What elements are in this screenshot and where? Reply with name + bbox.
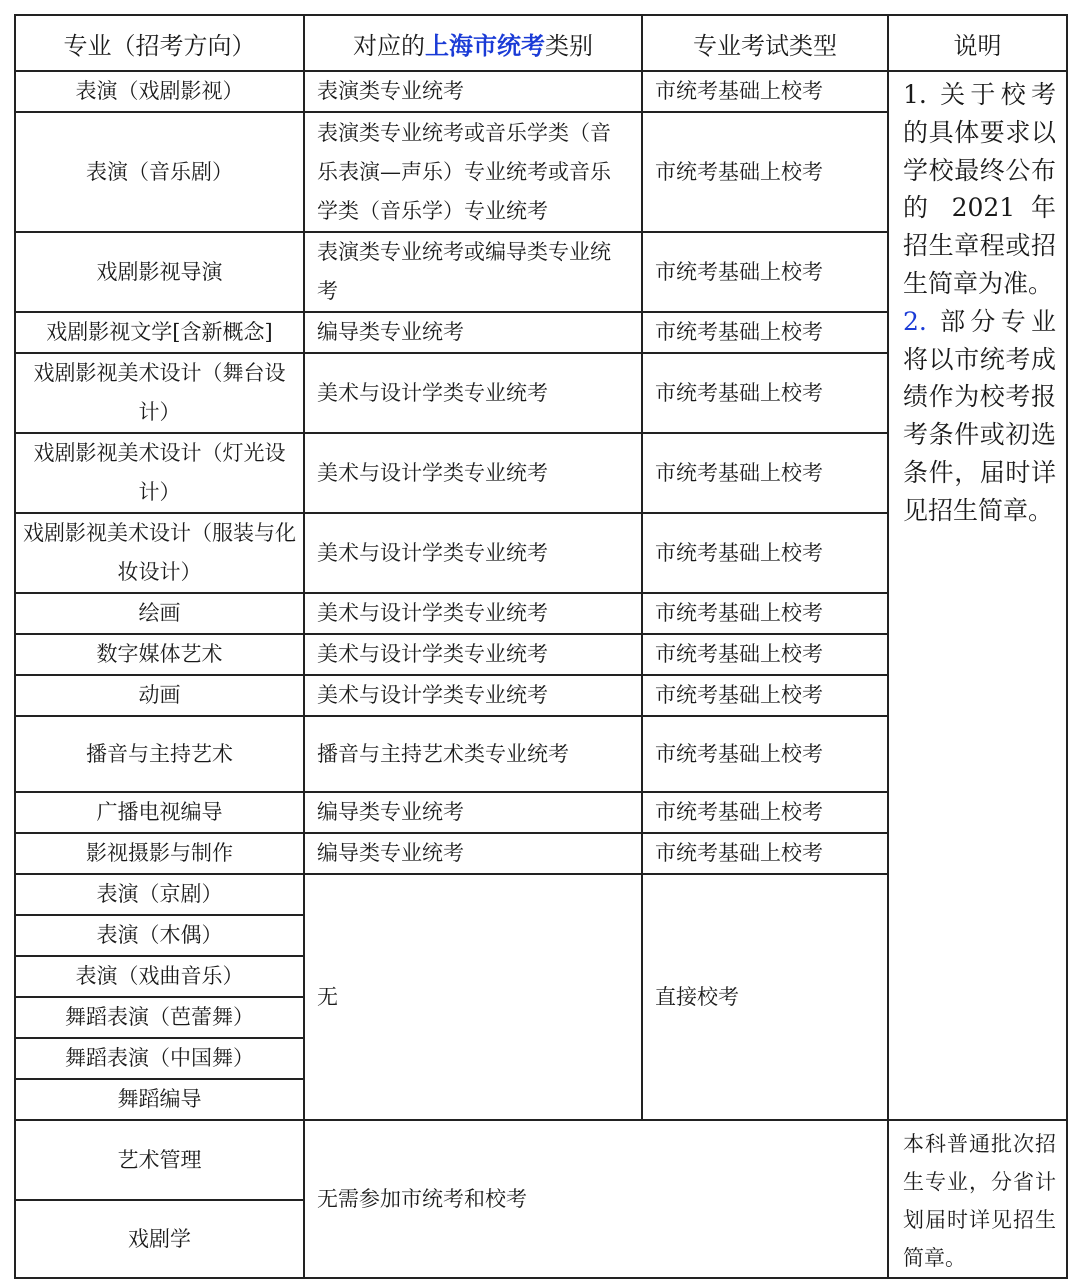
major-cell: 广播电视编导 (15, 792, 304, 833)
exam-cell-merged: 直接校考 (642, 874, 888, 1120)
category-cell: 美术与设计学类专业统考 (304, 433, 642, 513)
category-cell: 编导类专业统考 (304, 833, 642, 874)
major-cell: 表演（戏曲音乐） (15, 956, 304, 997)
exam-cell: 市统考基础上校考 (642, 716, 888, 792)
header-category-post: 类别 (545, 31, 593, 60)
exam-cell: 市统考基础上校考 (642, 634, 888, 675)
major-cell: 舞蹈表演（芭蕾舞） (15, 997, 304, 1038)
header-category-pre: 对应的 (353, 31, 425, 60)
exam-cell: 市统考基础上校考 (642, 433, 888, 513)
category-cell: 播音与主持艺术类专业统考 (304, 716, 642, 792)
exam-cell: 市统考基础上校考 (642, 593, 888, 634)
notes-cell-bottom: 本科普通批次招生专业，分省计划届时详见招生简章。 (888, 1120, 1067, 1278)
category-cell: 美术与设计学类专业统考 (304, 675, 642, 716)
major-cell: 艺术管理 (15, 1120, 304, 1200)
category-cell: 美术与设计学类专业统考 (304, 593, 642, 634)
note-1-number: 1. (903, 80, 927, 109)
major-cell: 绘画 (15, 593, 304, 634)
category-cell: 编导类专业统考 (304, 312, 642, 353)
major-cell: 戏剧学 (15, 1200, 304, 1278)
major-cell: 动画 (15, 675, 304, 716)
exam-cell: 市统考基础上校考 (642, 792, 888, 833)
category-cell: 表演类专业统考 (304, 71, 642, 112)
notes-cell (888, 71, 1067, 1120)
category-cell: 美术与设计学类专业统考 (304, 353, 642, 433)
exam-cell: 市统考基础上校考 (642, 312, 888, 353)
category-cell: 编导类专业统考 (304, 792, 642, 833)
category-cell: 表演类专业统考或编导类专业统考 (304, 232, 642, 312)
exam-cell: 市统考基础上校考 (642, 513, 888, 593)
admissions-table (14, 14, 1068, 1279)
exam-cell: 市统考基础上校考 (642, 833, 888, 874)
exam-cell: 市统考基础上校考 (642, 353, 888, 433)
table-row (15, 1120, 1067, 1200)
note-2-number: 2. (903, 306, 927, 336)
category-cell-merged: 无需参加市统考和校考 (304, 1120, 888, 1278)
major-cell: 播音与主持艺术 (15, 716, 304, 792)
exam-cell: 市统考基础上校考 (642, 112, 888, 232)
note-2-text: 部分专业将以市统考成绩作为校考报考条件或初选条件，届时详见招生简章。 (903, 306, 1056, 525)
header-major: 专业（招考方向） (15, 15, 304, 71)
header-exam-type: 专业考试类型 (642, 15, 888, 71)
major-cell: 戏剧影视文学[含新概念] (15, 312, 304, 353)
major-cell: 舞蹈表演（中国舞） (15, 1038, 304, 1079)
major-cell: 表演（木偶） (15, 915, 304, 956)
major-cell: 戏剧影视美术设计（灯光设计） (15, 433, 304, 513)
major-cell: 戏剧影视美术设计（舞台设计） (15, 353, 304, 433)
major-cell: 戏剧影视美术设计（服装与化妆设计） (15, 513, 304, 593)
major-cell: 舞蹈编导 (15, 1079, 304, 1120)
exam-cell: 市统考基础上校考 (642, 232, 888, 312)
category-cell: 表演类专业统考或音乐学类（音乐表演—声乐）专业统考或音乐学类（音乐学）专业统考 (304, 112, 642, 232)
header-notes: 说明 (888, 15, 1067, 71)
header-category-highlight: 上海市统考 (425, 30, 545, 60)
note-1-text: 关于校考的具体要求以学校最终公布的 2021 年招生章程或招生简章为准。 (903, 80, 1056, 298)
major-cell: 表演（戏剧影视） (15, 71, 304, 112)
category-cell-merged: 无 (304, 874, 642, 1120)
major-cell: 影视摄影与制作 (15, 833, 304, 874)
major-cell: 表演（京剧） (15, 874, 304, 915)
header-row (15, 15, 1067, 71)
category-cell: 美术与设计学类专业统考 (304, 634, 642, 675)
exam-cell: 市统考基础上校考 (642, 675, 888, 716)
table-row (15, 71, 1067, 112)
category-cell: 美术与设计学类专业统考 (304, 513, 642, 593)
major-cell: 戏剧影视导演 (15, 232, 304, 312)
major-cell: 表演（音乐剧） (15, 112, 304, 232)
header-category (304, 15, 642, 71)
exam-cell: 市统考基础上校考 (642, 71, 888, 112)
major-cell: 数字媒体艺术 (15, 634, 304, 675)
